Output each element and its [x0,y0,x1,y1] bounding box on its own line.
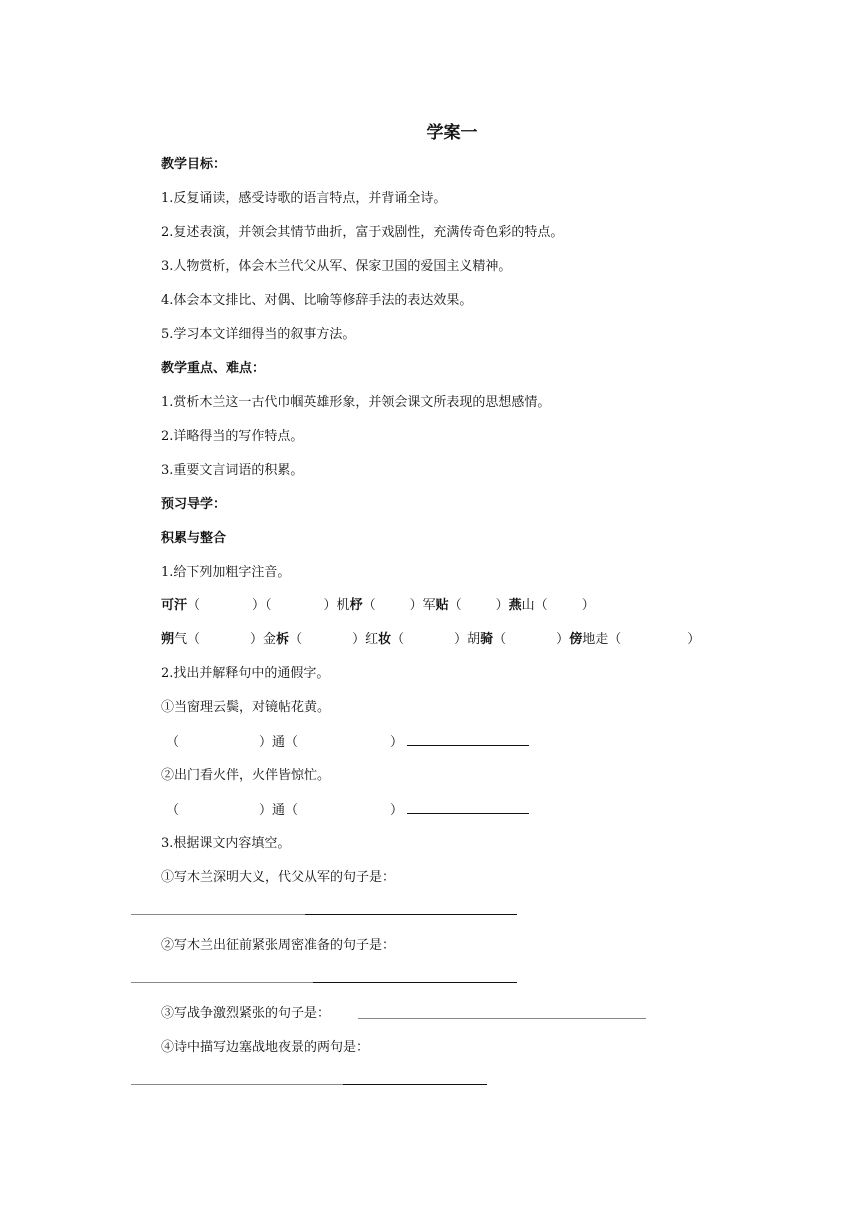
bold-char: 贴 [435,598,449,613]
text: （ [391,632,405,647]
bold-char: 杼 [349,598,363,613]
explanation-underline[interactable] [407,801,529,814]
preview-heading: 预习导学： [161,497,227,512]
text: （ [289,632,303,647]
goal-item-2: 2.复述表演，并领会其情节曲折，富于戏剧性，充满传奇色彩的特点。 [161,225,564,240]
q3-prompt-d: ④诗中描写边塞战地夜景的两句是： [161,1040,370,1055]
answer-line-c[interactable] [358,1018,646,1019]
preview-subheading: 积累与整合 [161,531,227,546]
bold-char: 可汗 [161,598,188,613]
text: （ [493,632,507,647]
focus-heading: 教学重点、难点： [161,361,266,376]
q3-prompt-b: ②写木兰出征前紧张周密准备的句子是： [161,938,396,953]
text: ）机 [323,598,350,613]
text: ）军 [409,598,436,613]
pinyin-row-2 [161,631,700,649]
text: 山（ [521,598,548,613]
answer-line-a-right[interactable] [305,914,517,915]
bold-char: 柝 [276,632,290,647]
focus-item-1: 1.赏析木兰这一古代巾帼英雄形象，并领会课文所表现的思想感情。 [161,395,551,410]
explanation-underline[interactable] [407,733,529,746]
answer-line-d-left[interactable] [131,1084,343,1085]
text: （ [448,598,462,613]
q1-label: 1.给下列加粗字注音。 [161,565,291,580]
answer-line-d-right[interactable] [343,1084,487,1085]
goal-item-3: 3.人物赏析，体会木兰代父从军、保家卫国的爱国主义精神。 [161,259,512,274]
q2-sentence-1: ①当窗理云鬓，对镜帖花黄。 [161,700,331,715]
focus-item-2: 2.详略得当的写作特点。 [161,429,304,444]
text: ）红 [352,632,379,647]
text: ） [390,803,404,818]
document-title: 学案一 [426,123,478,143]
text: ）（ [252,598,272,613]
text: ）胡 [454,632,481,647]
bold-char: 燕 [508,598,522,613]
q3-prompt-a: ①写木兰深明大义，代父从军的句子是： [161,870,396,885]
goals-heading: 教学目标： [161,157,227,172]
text: 气（ [174,632,201,647]
text: （ [166,803,180,818]
text: ） [687,632,701,647]
bold-char: 妆 [378,632,392,647]
q2-answer-row-2 [166,801,529,820]
q3-prompt-c [161,1005,330,1023]
goal-item-5: 5.学习本文详细得当的叙事方法。 [161,327,356,342]
answer-line-a-left[interactable] [131,914,305,915]
bold-char: 傍 [569,632,583,647]
q3-label: 3.根据课文内容填空。 [161,836,291,851]
goal-item-1: 1.反复诵读，感受诗歌的语言特点，并背诵全诗。 [161,191,447,206]
text: （ [166,735,180,750]
text: ） [495,598,509,613]
bold-char: 骑 [480,632,494,647]
q2-sentence-2: ②出门看火伴，火伴皆惊忙。 [161,768,331,783]
pinyin-row-1 [161,597,595,615]
focus-item-3: 3.重要文言词语的积累。 [161,463,304,478]
text: （ [187,598,201,613]
answer-line-b-right[interactable] [313,982,517,983]
text: ）通（ [259,803,299,818]
text: ） [390,735,404,750]
text: ） [556,632,570,647]
text: （ [362,598,376,613]
text: 地走（ [582,632,622,647]
text: ） [581,598,595,613]
q2-answer-row-1 [166,733,529,752]
goal-item-4: 4.体会本文排比、对偶、比喻等修辞手法的表达效果。 [161,293,473,308]
text: ）通（ [259,735,299,750]
answer-line-b-left[interactable] [131,982,313,983]
text: ）金 [250,632,277,647]
q2-label: 2.找出并解释句中的通假字。 [161,666,330,681]
text: ③写战争激烈紧张的句子是： [161,1006,331,1021]
bold-char: 朔 [161,632,175,647]
